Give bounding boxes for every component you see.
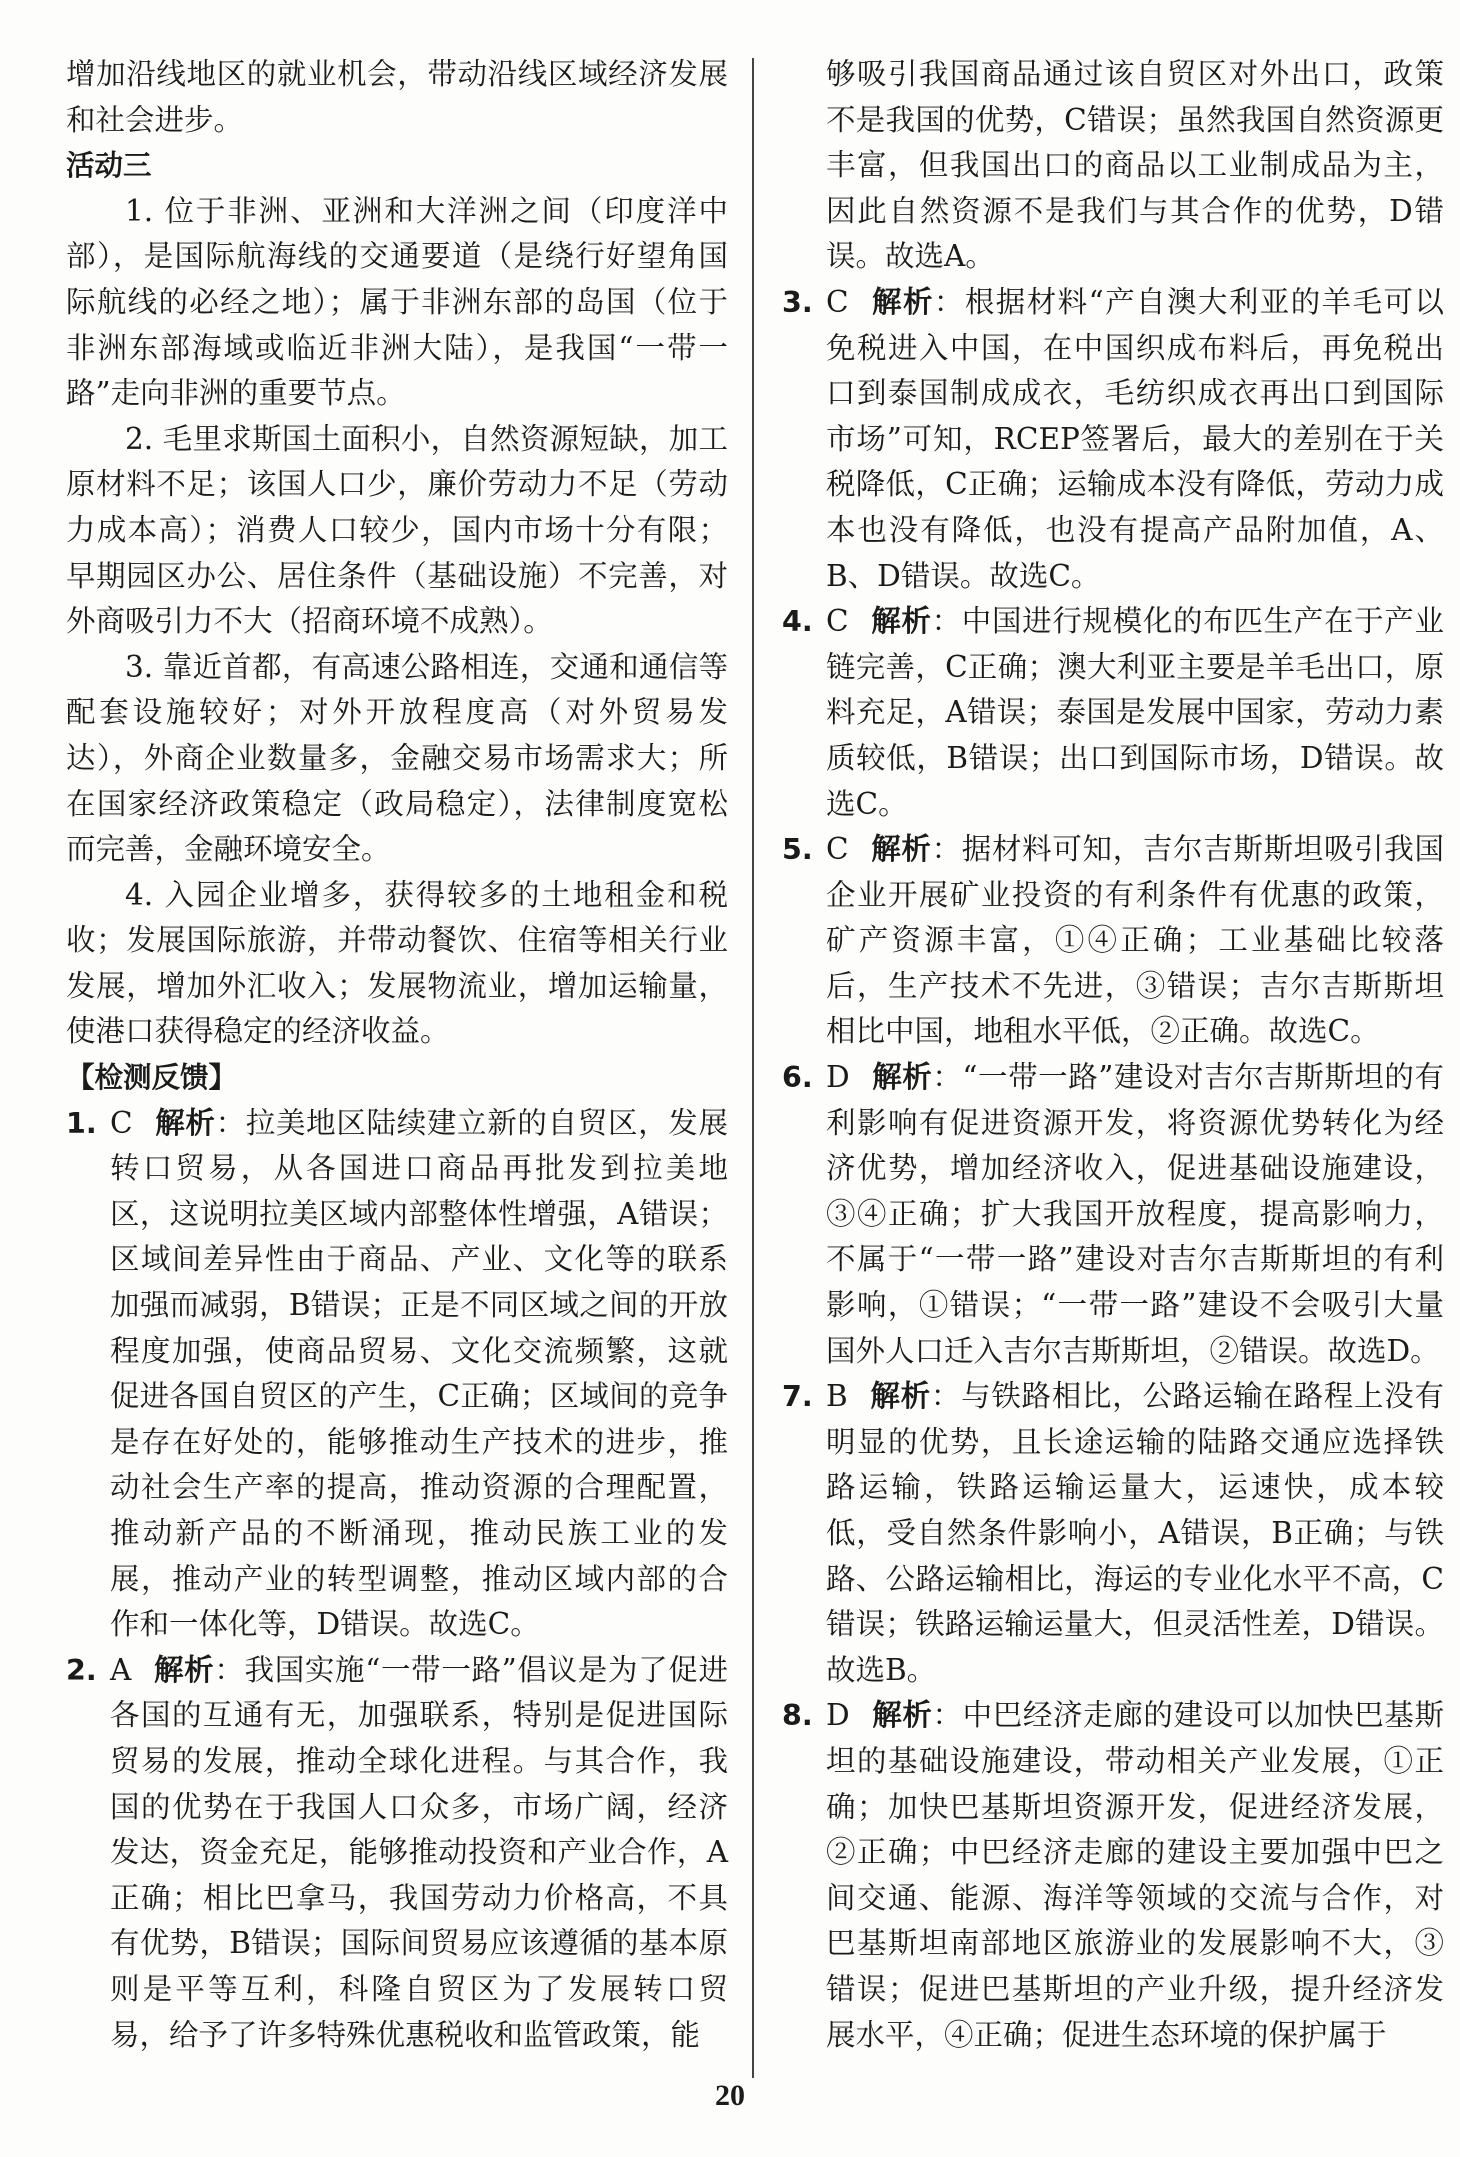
intro-paragraph: 增加沿线地区的就业机会，带动沿线区域经济发展和社会进步。 bbox=[66, 57, 728, 137]
answer-letter: C bbox=[110, 1105, 133, 1140]
question-number: 2. bbox=[66, 1653, 97, 1687]
analysis-text: ：中国进行规模化的布匹生产在于产业链完善，C正确；澳大利亚主要是羊毛出口，原料充足，A错误；泰国是发展中国家，劳动力素质较低，B错误；出口到国际市场，D错误。故选C。 bbox=[826, 604, 1444, 821]
activity-item: 4. 入园企业增多，获得较多的土地租金和税收；发展国际旅游，并带动餐饮、住宿等相关行业发展，增加外汇收入；发展物流业，增加运输量，使港口获得稳定的经济收益。 bbox=[66, 877, 728, 1049]
question-item bbox=[782, 1693, 1444, 2058]
analysis-label: 解析 bbox=[871, 1698, 933, 1733]
question-item bbox=[782, 1055, 1444, 1374]
question-item bbox=[782, 280, 1444, 599]
activity-item: 1. 位于非洲、亚洲和大洋洲之间（印度洋中部），是国际航海线的交通要道（是绕行好望角国际航线的必经之地）；属于非洲东部的岛国（位于非洲东部海域或临近非洲大陆），是我国“一带一路”走向非洲的重要节点。 bbox=[66, 193, 728, 411]
answer-letter: A bbox=[110, 1652, 132, 1687]
answer-letter: D bbox=[826, 1060, 850, 1095]
continuation-text: 够吸引我国商品通过该自贸区对外出口，政策不是我国的优势，C错误；虽然我国自然资源更丰富，但我国出口的商品以工业制成品为主，因此自然资源不是我们与其合作的优势，D错误。故选A。 bbox=[826, 57, 1444, 274]
analysis-text: ：据材料可知，吉尔吉斯斯坦吸引我国企业开展矿业投资的有利条件有优惠的政策，矿产资源丰富，①④正确；工业基础比较落后，生产技术不先进，③错误；吉尔吉斯斯坦相比中国，地租水平低，②正确。故选C。 bbox=[826, 832, 1444, 1049]
answer-letter: B bbox=[826, 1379, 848, 1414]
question-item bbox=[66, 1101, 728, 1648]
column-divider bbox=[752, 58, 754, 2078]
answer-letter: C bbox=[826, 604, 849, 639]
analysis-text: ：根据材料“产自澳大利亚的羊毛可以免税进入中国，在中国织成布料后，再免税出口到泰国制成成衣，毛纺织成衣再出口到国际市场”可知，RCEP签署后，最大的差别在于关税降低，C正确；运输成本没有降低，劳动力成本也没有降低，也没有提高产品附加值，A、B、D错误。故选C。 bbox=[826, 284, 1444, 593]
analysis-label: 解析 bbox=[871, 1060, 933, 1095]
analysis-label: 解析 bbox=[870, 604, 932, 639]
question-item bbox=[66, 1648, 728, 2058]
analysis-text: ：中巴经济走廊的建设可以加快巴基斯坦的基础设施建设，带动相关产业发展，①正确；加快巴基斯坦资源开发，促进经济发展，②正确；中巴经济走廊的建设主要加强中巴之间交通、能源、海洋等领域的交流与合作，对巴基斯坦南部地区旅游业的发展影响不大，③错误；促进巴基斯坦的产业升级，提升经济发展水平，④正确；促进生态环境的保护属于 bbox=[826, 1698, 1444, 2052]
analysis-label: 解析 bbox=[154, 1105, 216, 1140]
right-column bbox=[782, 52, 1444, 2058]
analysis-label: 解析 bbox=[153, 1652, 215, 1687]
analysis-text: ：我国实施“一带一路”倡议是为了促进各国的互通有无，加强联系，特别是促进国际贸易的发展，推动全球化进程。与其合作，我国的优势在于我国人口众多，市场广阔，经济发达，资金充足，能够推动投资和产业合作，A正确；相比巴拿马，我国劳动力价格高，不具有优势，B错误；国际间贸易应该遵循的基本原则是平等互利，科隆自贸区为了发展转口贸易，给予了许多特殊优惠税收和监管政策，能 bbox=[110, 1652, 728, 2052]
activity-item: 2. 毛里求斯国土面积小，自然资源短缺，加工原材料不足；该国人口少，廉价劳动力不足（劳动力成本高）；消费人口较少，国内市场十分有限；早期园区办公、居住条件（基础设施）不完善，对外商吸引力不大（招商环境不成熟）。 bbox=[66, 421, 728, 639]
analysis-label: 解析 bbox=[870, 284, 934, 319]
question-number: 5. bbox=[782, 833, 813, 867]
analysis-label: 解析 bbox=[869, 1379, 931, 1414]
analysis-text: ：与铁路相比，公路运输在路程上没有明显的优势，且长途运输的陆路交通应选择铁路运输，铁路运输运量大，运速快，成本较低，受自然条件影响小，A错误，B正确；与铁路、公路运输相比，海运的专业化水平不高，C错误；铁路运输运量大，但灵活性差，D错误。故选B。 bbox=[826, 1379, 1444, 1687]
analysis-text: ：“一带一路”建设对吉尔吉斯斯坦的有利影响有促进资源开发，将资源优势转化为经济优势，增加经济收入，促进基础设施建设，③④正确；扩大我国开放程度，提高影响力，不属于“一带一路”建设对吉尔吉斯斯坦的有利影响，①错误；“一带一路”建设不会吸引大量国外人口迁入吉尔吉斯斯坦，②错误。故选D。 bbox=[826, 1060, 1444, 1368]
question-number: 3. bbox=[782, 285, 813, 319]
left-column bbox=[66, 52, 728, 2058]
question-continuation bbox=[782, 52, 1444, 280]
question-number: 4. bbox=[782, 605, 813, 639]
page-number: 20 bbox=[715, 2079, 745, 2112]
feedback-heading: 【检测反馈】 bbox=[66, 1061, 238, 1095]
question-number: 6. bbox=[782, 1061, 813, 1095]
activity-item: 3. 靠近首都，有高速公路相连，交通和通信等配套设施较好；对外开放程度高（对外贸易发达），外商企业数量多，金融交易市场需求大；所在国家经济政策稳定（政局稳定），法律制度宽松而完善，金融环境安全。 bbox=[66, 649, 728, 867]
question-item bbox=[782, 827, 1444, 1055]
analysis-label: 解析 bbox=[870, 832, 932, 867]
analysis-text: ：拉美地区陆续建立新的自贸区，发展转口贸易，从各国进口商品再批发到拉美地区，这说明拉美区域内部整体性增强，A错误；区域间差异性由于商品、产业、文化等的联系加强而减弱，B错误；正是不同区域之间的开放程度加强，使商品贸易、文化交流频繁，这就促进各国自贸区的产生，C正确；区域间的竞争是存在好处的，能够推动生产技术的进步，推动社会生产率的提高，推动资源的合理配置，推动新产品的不断涌现，推动民族工业的发展，推动产业的转型调整，推动区域内部的合作和一体化等，D错误。故选C。 bbox=[110, 1105, 728, 1642]
answer-letter: C bbox=[826, 832, 849, 867]
answer-letter: C bbox=[826, 284, 849, 319]
activity-heading: 活动三 bbox=[66, 149, 152, 183]
question-number: 8. bbox=[782, 1699, 813, 1733]
question-item bbox=[782, 1374, 1444, 1693]
question-number: 1. bbox=[66, 1106, 97, 1140]
question-item bbox=[782, 599, 1444, 827]
answer-letter: D bbox=[826, 1698, 850, 1733]
question-number: 7. bbox=[782, 1380, 813, 1414]
